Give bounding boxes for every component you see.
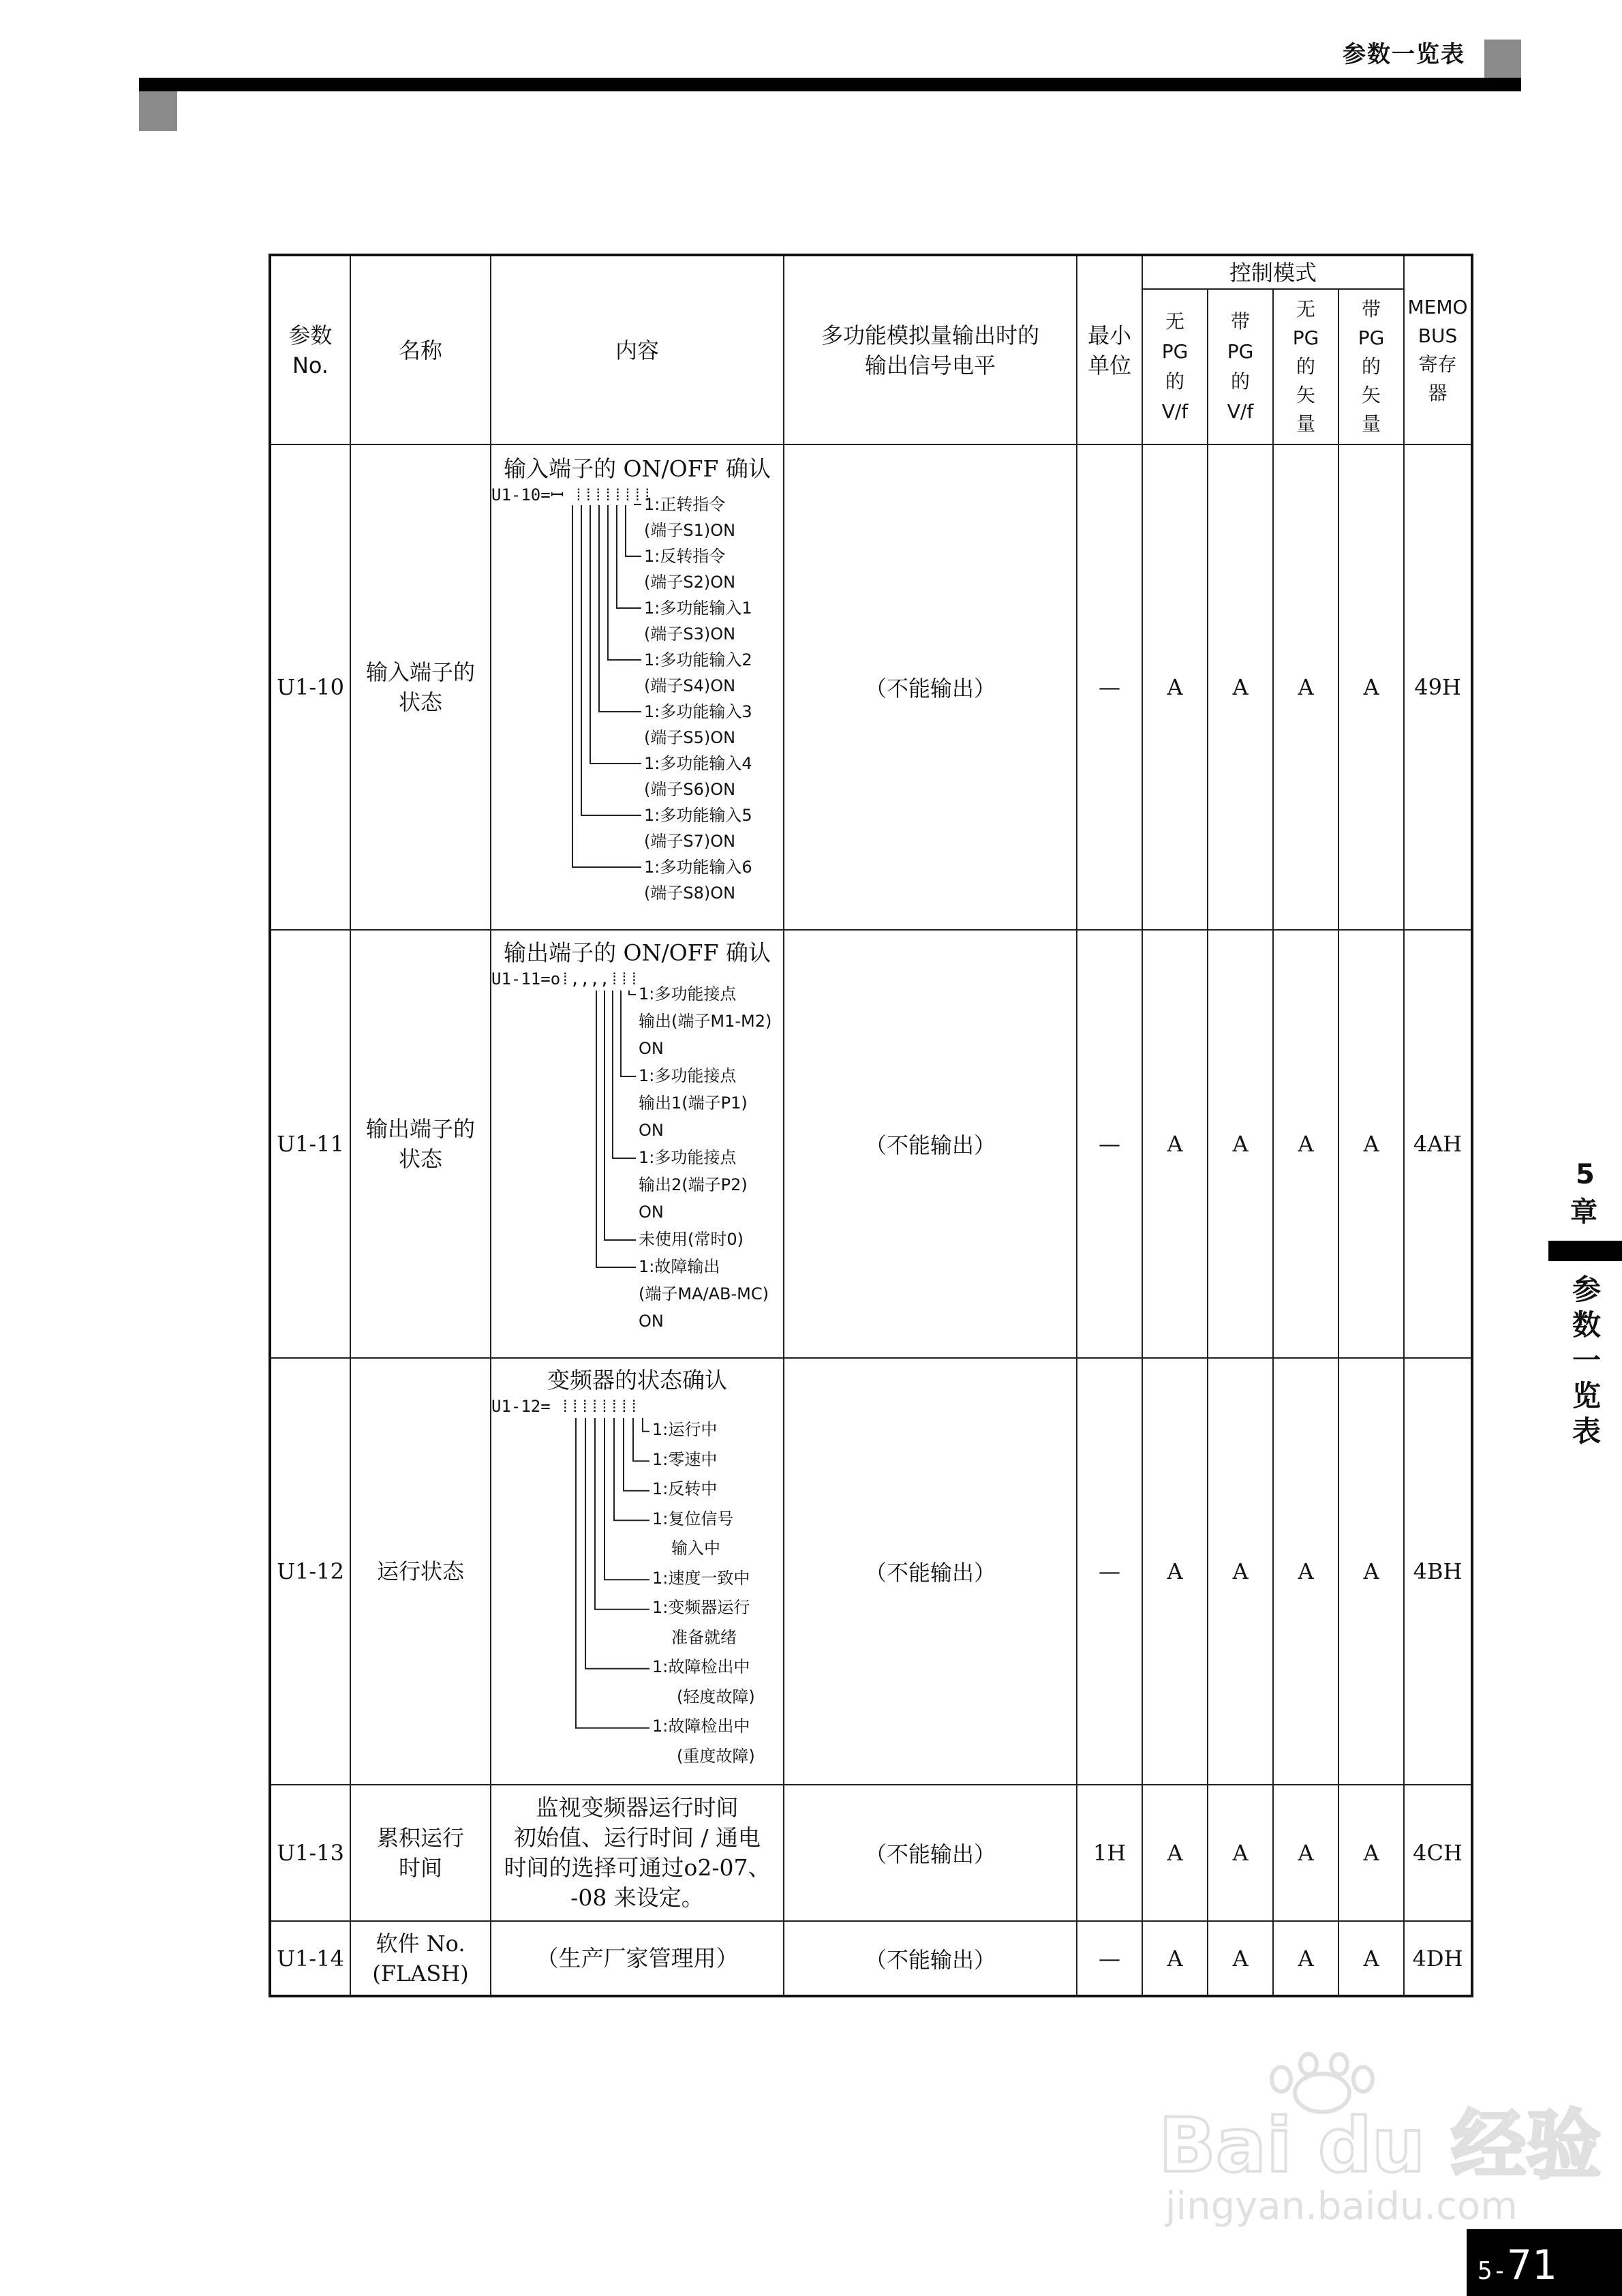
header-memobus: MEMO BUS 寄存 器 (1404, 255, 1472, 444)
baidu-watermark-logo (1152, 2052, 1602, 2229)
mode-vf-no-pg: A (1142, 444, 1208, 930)
header-name: 名称 (350, 255, 491, 444)
bit-label: 准备就绪 (671, 1627, 737, 1647)
bit-connector (624, 1418, 649, 1491)
bit-label: 1:故障输出 (639, 1257, 720, 1276)
header-mode-vf-pg: 带 PG 的 V/f (1208, 289, 1273, 444)
header-mode-vector-no-pg: 无 PG 的 矢 量 (1273, 289, 1338, 444)
section-title-char: 览 (1572, 1379, 1601, 1413)
bit-label: ON (639, 1121, 664, 1140)
bit-label: 1:反转中 (652, 1479, 718, 1498)
bit-formula: U1-11=o⁞,,,,⁞⁞⁞ (491, 969, 639, 988)
bit-label: 1:速度一致中 (652, 1568, 750, 1588)
bit-formula: U1-12= ⁞⁞⁞⁞⁞⁞⁞⁞ (491, 1397, 639, 1416)
mode-vf-no-pg: A (1142, 1358, 1208, 1785)
bit-label: ON (639, 1312, 664, 1331)
bit-connector (576, 1418, 649, 1728)
bit-label: (端子MA/AB-MC) (639, 1284, 769, 1303)
min-unit: — (1077, 930, 1142, 1358)
bit-label: 1:复位信号 (652, 1509, 734, 1528)
param-no: U1-10 (270, 444, 350, 930)
bit-label: (端子S1)ON (644, 521, 736, 540)
bit-label: 1:多功能接点 (639, 1148, 737, 1167)
param-content (491, 1358, 784, 1785)
bit-label: 输出2(端子P2) (639, 1175, 748, 1194)
analog-output: （不能输出） (784, 1358, 1077, 1785)
param-no: U1-11 (270, 930, 350, 1358)
bit-label: 1:运行中 (652, 1420, 718, 1439)
bit-label: 1:正转指令 (644, 495, 726, 514)
bit-diagram (491, 485, 783, 921)
bit-connector (613, 991, 636, 1158)
min-unit: 1H (1077, 1785, 1142, 1921)
bit-formula: U1-10=ꟷ ⁞⁞⁞⁞⁞⁞⁞⁞ (491, 485, 652, 504)
header-param-no: 参数 No. (270, 255, 350, 444)
mode-vf-pg: A (1208, 1785, 1273, 1921)
analog-output: （不能输出） (784, 444, 1077, 930)
page-number-box (1467, 2229, 1622, 2296)
bit-connector (608, 505, 641, 660)
table-row (270, 1921, 1472, 1996)
page-number: 5-71 (1478, 2241, 1557, 2289)
mode-vector-pg: A (1338, 930, 1404, 1358)
memobus-register: 4AH (1404, 930, 1472, 1358)
bit-label: (端子S7)ON (644, 832, 736, 851)
bit-label: 1:变频器运行 (652, 1598, 750, 1617)
header-mode-vector-pg: 带 PG 的 矢 量 (1338, 289, 1404, 444)
param-no: U1-14 (270, 1921, 350, 1996)
param-name: 运行状态 (350, 1358, 491, 1785)
bit-label: (端子S6)ON (644, 780, 736, 799)
bit-label: ON (639, 1039, 664, 1058)
content-title: 变频器的状态确认 (547, 1367, 727, 1393)
bit-connector (596, 991, 636, 1267)
chapter-tab-bar (1548, 1241, 1622, 1261)
bit-label: 1:多功能输入2 (644, 650, 752, 669)
param-content (491, 1921, 784, 1996)
bit-label: 1:反转指令 (644, 547, 726, 566)
section-title-char: 数 (1572, 1308, 1601, 1342)
header-content: 内容 (491, 255, 784, 444)
bit-label: (端子S8)ON (644, 883, 736, 903)
param-name: 软件 No. (FLASH) (350, 1921, 491, 1996)
page-header-title: 参数一览表 (1343, 41, 1465, 68)
param-content (491, 1785, 784, 1921)
bit-label: 1:多功能输入5 (644, 806, 752, 825)
mode-vf-pg: A (1208, 444, 1273, 930)
header-rule (139, 78, 1521, 91)
header-control-mode: 控制模式 (1142, 255, 1404, 289)
analog-output: （不能输出） (784, 930, 1077, 1358)
mode-vector-no-pg: A (1273, 1921, 1338, 1996)
analog-output: （不能输出） (784, 1921, 1077, 1996)
mode-vector-no-pg: A (1273, 444, 1338, 930)
section-title-vertical (1572, 1272, 1602, 1449)
bit-label: 1:多功能输入4 (644, 754, 752, 773)
bit-label: 1:故障检出中 (652, 1657, 750, 1676)
bit-label: (端子S3)ON (644, 624, 736, 644)
bit-connector (643, 1418, 649, 1432)
watermark-text: Bai du 经验 (1159, 2102, 1602, 2189)
bit-connector (590, 505, 641, 764)
mode-vf-no-pg: A (1142, 1785, 1208, 1921)
param-name: 输入端子的 状态 (350, 444, 491, 930)
param-content (491, 444, 784, 930)
content-title: 输入端子的 ON/OFF 确认 (504, 455, 771, 482)
mode-vector-no-pg: A (1273, 1785, 1338, 1921)
bit-label: 1:零速中 (652, 1449, 718, 1469)
bit-label: 1:多功能输入1 (644, 599, 752, 618)
bit-label: 输出1(端子P1) (639, 1093, 748, 1113)
header-square-right (1484, 40, 1521, 79)
bit-connector (633, 1418, 649, 1461)
bit-connector (614, 1418, 649, 1520)
bit-label: (轻度故障) (677, 1687, 755, 1706)
bit-connector (626, 505, 641, 556)
bit-connector (629, 991, 636, 995)
memobus-register: 4BH (1404, 1358, 1472, 1785)
parameter-table (269, 254, 1473, 1997)
mode-vf-pg: A (1208, 1358, 1273, 1785)
param-name: 输出端子的 状态 (350, 930, 491, 1358)
bit-label: 1:多功能接点 (639, 1066, 737, 1085)
bit-label: (重度故障) (677, 1746, 755, 1766)
mode-vector-pg: A (1338, 1358, 1404, 1785)
mode-vector-pg: A (1338, 1921, 1404, 1996)
bit-diagram (491, 969, 783, 1350)
section-title-char: 表 (1572, 1415, 1601, 1448)
param-no: U1-12 (270, 1358, 350, 1785)
bit-connector (595, 1418, 649, 1610)
min-unit: — (1077, 1921, 1142, 1996)
section-title-char: 一 (1572, 1344, 1601, 1377)
chapter-label: 章 (1570, 1196, 1597, 1228)
memobus-register: 49H (1404, 444, 1472, 930)
table-row (270, 1785, 1472, 1921)
param-content (491, 930, 784, 1358)
bit-label: 1:多功能接点 (639, 984, 737, 1003)
analog-output: （不能输出） (784, 1785, 1077, 1921)
mode-vf-no-pg: A (1142, 1921, 1208, 1996)
content-text: （生产厂家管理用） (536, 1944, 739, 1972)
watermark-url: jingyan.baidu.com (1165, 2184, 1518, 2229)
bit-label: (端子S4)ON (644, 676, 736, 695)
header-min-unit: 最小 单位 (1077, 255, 1142, 444)
param-name: 累积运行 时间 (350, 1785, 491, 1921)
header-analog-output: 多功能模拟量输出时的 输出信号电平 (784, 255, 1077, 444)
min-unit: — (1077, 444, 1142, 930)
bit-label: 未使用(常时0) (639, 1230, 744, 1249)
chapter-number: 5 (1576, 1159, 1595, 1190)
mode-vector-pg: A (1338, 444, 1404, 930)
table-row (270, 1358, 1472, 1785)
bit-connector (605, 1418, 649, 1580)
param-no: U1-13 (270, 1785, 350, 1921)
bit-connector (634, 504, 641, 505)
bit-label: 输入中 (671, 1539, 720, 1558)
header-mode-vf-no-pg: 无 PG 的 V/f (1142, 289, 1208, 444)
memobus-register: 4CH (1404, 1785, 1472, 1921)
mode-vf-pg: A (1208, 930, 1273, 1358)
content-text: 监视变频器运行时间 初始值、运行时间 / 通电 时间的选择可通过o2-07、 -08 来设定。 (504, 1794, 771, 1911)
mode-vector-no-pg: A (1273, 930, 1338, 1358)
bit-label: 1:故障检出中 (652, 1717, 750, 1736)
bit-label: 1:多功能输入6 (644, 858, 752, 877)
bit-connector (572, 505, 641, 867)
table-row (270, 930, 1472, 1358)
bit-label: ON (639, 1203, 664, 1222)
header-square-left (139, 91, 177, 131)
mode-vf-pg: A (1208, 1921, 1273, 1996)
table-row (270, 444, 1472, 930)
bit-label: (端子S5)ON (644, 728, 736, 747)
bit-connector (621, 991, 636, 1076)
mode-vf-no-pg: A (1142, 930, 1208, 1358)
section-title-char: 参 (1572, 1273, 1601, 1306)
min-unit: — (1077, 1358, 1142, 1785)
bit-diagram (491, 1396, 783, 1778)
content-title: 输出端子的 ON/OFF 确认 (504, 939, 771, 966)
bit-label: 输出(端子M1-M2) (639, 1012, 772, 1031)
memobus-register: 4DH (1404, 1921, 1472, 1996)
bit-label: 1:多功能输入3 (644, 702, 752, 721)
mode-vector-pg: A (1338, 1785, 1404, 1921)
mode-vector-no-pg: A (1273, 1358, 1338, 1785)
bit-label: (端子S2)ON (644, 573, 736, 592)
